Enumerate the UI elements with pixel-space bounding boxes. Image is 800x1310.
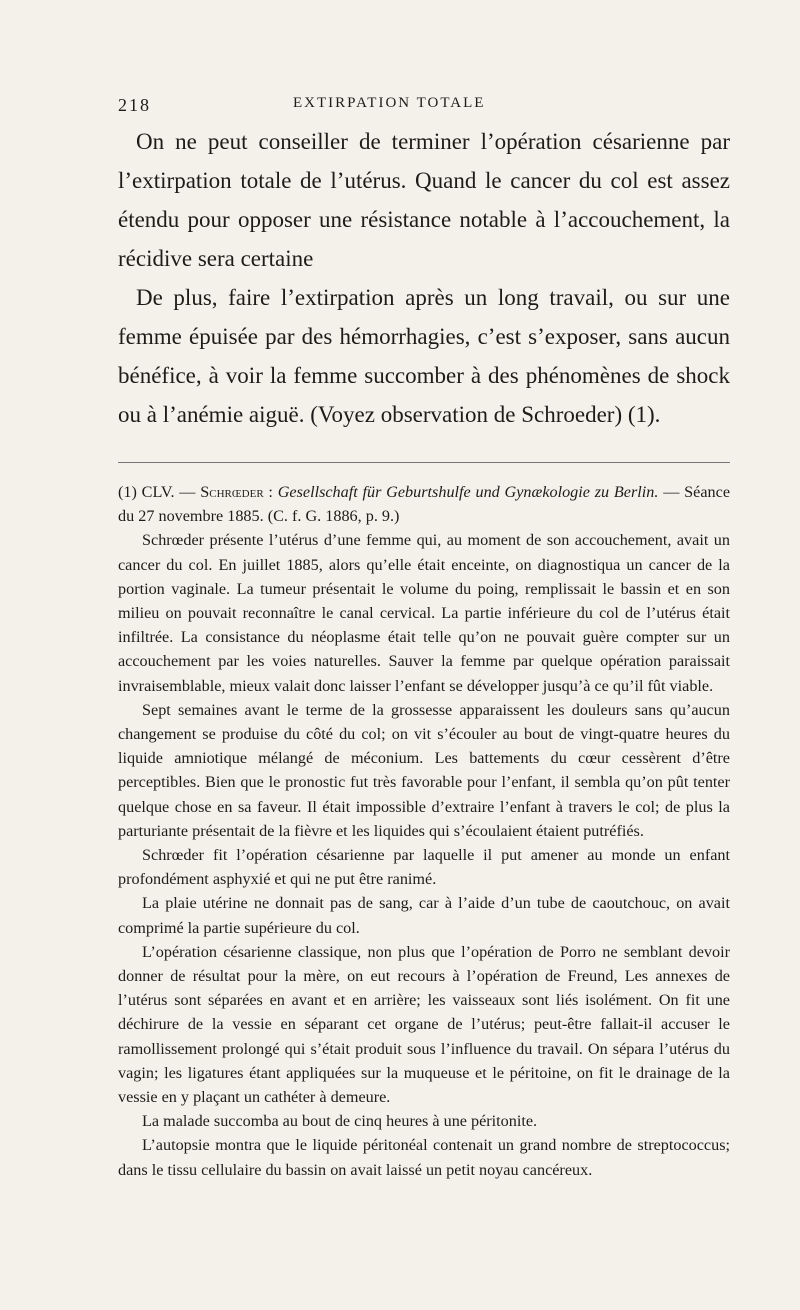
footnote-paragraph: L’opération césarienne classique, non plus que l’opération de Porro ne semblant devoir donner de résultat pour la mère, on eut recours à l’opération de Freund, Les annexes de l’utérus sont séparées en avant et en arrière; les vaisseaux sont liés isolément. On fit une déchirure de la vessie en séparant cet organe de l’utérus; peut-être fallait-il accuser le ramollissement prolongé qui s’était produit sous l’influence du travail. On sépara l’utérus du vagin; les ligatures étant appliquées sur la muqueuse et le péritoine, on fit le drainage de la vessie en y plaçant un cathéter à demeure.: [118, 942, 730, 1107]
footnote-details: — Séance du 27 novembre 1885. (C. f. G. 1886, p. 9.): [118, 483, 731, 526]
footnote-paragraph: Schrœder présente l’utérus d’une femme qui, au moment de son accouchement, avait un cancer du col. En juillet 1885, alors qu’elle était enceinte, on diagnostiqua un cancer de la portion vaginale. La tumeur présentait le volume du poing, remplissait le bassin et en son milieu on pouvait reconnaître le canal cervical. La partie inférieure du col de l’utérus était infiltrée. La consistance du néoplasme était telle qu’on ne pouvait guère compter sur un accouchement par les voies naturelles. Sauver la femme par quelque opération paraissait invraisemblable, mieux valait donc laisser l’enfant se développer jusqu’à ce qu’il fût viable.: [118, 531, 730, 695]
footnote-source: Gesellschaft für Geburtshulfe und Gynækologie zu Berlin.: [277, 483, 659, 501]
body-paragraph: On ne peut conseiller de terminer l’opération césarienne par l’extirpation totale de l’utérus. Quand le cancer du col est assez étendu pour opposer une résistance notable à l’accouchement, la récidive sera certaine: [118, 129, 730, 271]
footnote-paragraph: La malade succomba au bout de cinq heures à une péritonite.: [142, 1112, 538, 1131]
running-title: EXTIRPATION TOTALE: [293, 95, 486, 111]
footnote-divider: [118, 462, 730, 463]
footnote-citation: [118, 480, 730, 528]
body-paragraph: De plus, faire l’extirpation après un long travail, ou sur une femme épuisée par des hémorrhagies, c’est s’exposer, sans aucun bénéfice, à voir la femme succomber à des phénomènes de shock ou à l’anémie aiguë. (Voyez observation de Schroeder) (1).: [118, 285, 730, 427]
footnote-ref: (1) CLV. —: [118, 483, 196, 501]
footnote-paragraph: La plaie utérine ne donnait pas de sang, car à l’aide d’un tube de caoutchouc, on avait comprimé la partie supérieure du col.: [118, 894, 730, 937]
footnote-paragraph: Sept semaines avant le terme de la grossesse apparaissent les douleurs sans qu’aucun changement se produise du côté du col; on vit s’écouler au bout de vingt-quatre heures du liquide amniotique mélangé de méconium. Les battements du cœur cessèrent d’être perceptibles. Bien que le pronostic fut très favorable pour l’enfant, il sembla qu’on pût tenter quelque chose en sa faveur. Il était impossible d’extraire l’enfant à travers le col; de plus la parturiante présentait de la fièvre et les liquides qui s’écoulaient étaient putréfiés.: [118, 700, 730, 840]
footnote-colon: :: [263, 483, 278, 501]
footnote-author: Schrœder: [200, 483, 264, 501]
footnote: [118, 480, 730, 1182]
page-number: 218: [118, 95, 151, 115]
main-text: [118, 122, 730, 434]
footnote-paragraph: Schrœder fit l’opération césarienne par laquelle il put amener au monde un enfant profondément asphyxié et qui ne put être ranimé.: [118, 846, 730, 889]
footnote-paragraph: L’autopsie montra que le liquide péritonéal contenait un grand nombre de streptococcus; dans le tissu cellulaire du bassin on avait laissé un petit noyau cancéreux.: [118, 1136, 730, 1179]
